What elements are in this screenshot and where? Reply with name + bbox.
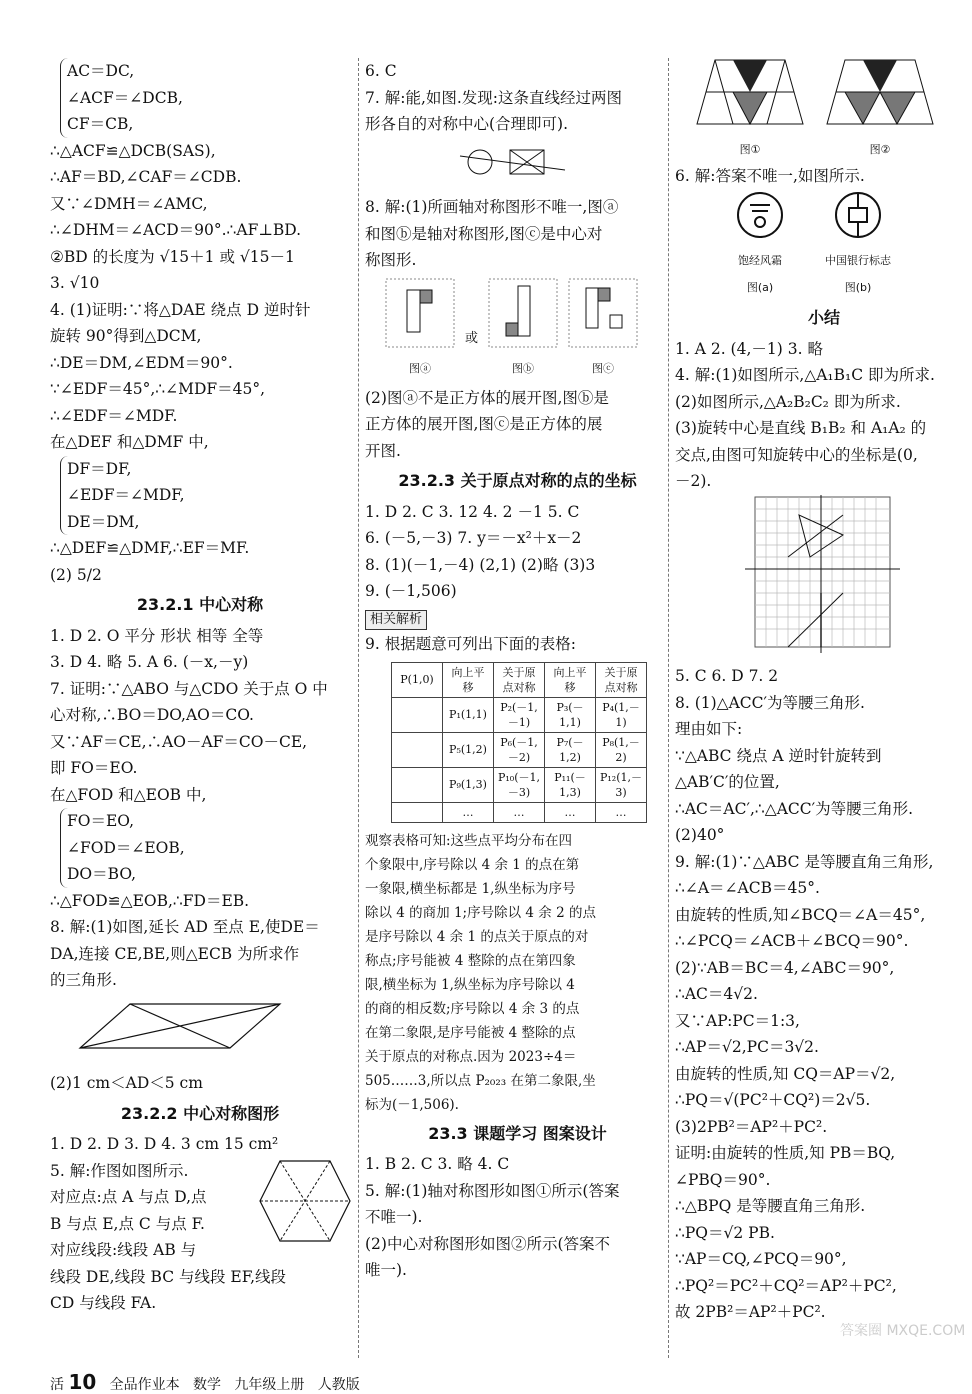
text-line: DF＝DF, — [67, 459, 132, 478]
section-heading: 23.2.3 关于原点对称的点的坐标 — [398, 471, 637, 490]
grid-figure-c — [568, 278, 638, 383]
text-line: (2) 5/2 — [50, 565, 102, 584]
table-cell: P₁₁(－1,3) — [545, 767, 596, 802]
column-left — [50, 58, 350, 1317]
brace-group-3 — [60, 808, 350, 888]
text-line: ∴∠DHM＝∠ACD＝90°.∴AF⊥BD. — [50, 221, 302, 239]
footer-prefix: 活 — [50, 1377, 64, 1393]
table-cell: 向上平移 — [545, 662, 596, 697]
text-line: ∠EDF＝∠MDF, — [67, 486, 185, 504]
text-line: 不唯一). — [365, 1208, 423, 1226]
text-line: (2)图ⓐ不是正方体的展开图,图ⓑ是 — [365, 388, 609, 407]
text-line: 9. 解:(1)∵△ABC 是等腰直角三角形, — [675, 852, 934, 871]
brace-group-1 — [60, 58, 350, 138]
text-line: (3)旋转中心是直线 B₁B₂ 和 A₁A₂ 的 — [675, 419, 927, 437]
text-line: ∴AC＝AC′,∴△ACC′为等腰三角形. — [675, 799, 914, 818]
text-line: 1. D 2. D 3. D 4. 3 cm 15 cm² — [50, 1135, 279, 1153]
table-cell: P₇(－1,2) — [545, 732, 596, 767]
table-cell: P₅(1,2) — [443, 732, 494, 767]
text-line: ∵AP＝CQ,∠PCQ＝90°, — [675, 1250, 847, 1268]
text-line: 和图ⓑ是轴对称图形,图ⓒ是中心对 — [365, 224, 603, 243]
table-cell: P₉(1,3) — [443, 767, 494, 802]
table-cell: P(1,0) — [392, 662, 443, 697]
coordinate-grid-figure — [675, 495, 965, 655]
logo-figures — [735, 190, 972, 302]
text-line: 8. (1)(－1,－4) (2,1) (2)略 (3)3 — [365, 555, 596, 574]
section-heading: 23.2.2 中心对称图形 — [120, 1103, 280, 1123]
table-row — [392, 697, 647, 732]
logo-caption: 饱经风霜 — [738, 254, 782, 267]
text-line: FO＝EO, — [67, 812, 135, 830]
text-line: 一象限,横坐标都是 1,纵坐标为序号 — [365, 880, 576, 897]
text-line: 由旋转的性质,知∠BCQ＝∠A＝45°, — [675, 905, 926, 924]
text-line: 称图形. — [365, 251, 417, 269]
text-line: 证明:由旋转的性质,知 PB＝BQ, — [675, 1144, 896, 1162]
text-line: 505……3,所以点 P₂₀₂₃ 在第二象限,坐 — [365, 1072, 596, 1089]
text-line: 观察表格可知:这些点平均分布在四 — [365, 832, 573, 849]
text-line: 由旋转的性质,知 CQ＝AP＝√2, — [675, 1064, 896, 1083]
text-line: (3)2PB²＝AP²＋PC². — [675, 1117, 828, 1136]
table-cell: P₃(－1,1) — [545, 697, 596, 732]
table-row — [392, 662, 647, 697]
text-line: 是序号除以 4 余 1 的点关于原点的对 — [365, 928, 589, 945]
text-line: 6. C — [365, 62, 397, 80]
logo-caption: 图(b) — [844, 280, 872, 294]
text-line: 在△FOD 和△EOB 中, — [50, 785, 207, 804]
pattern-figure-1 — [695, 58, 805, 163]
text-line: 4. 解:(1)如图所示,△A₁B₁C 即为所求. — [675, 366, 935, 384]
column-middle — [358, 58, 670, 1358]
figure-caption: 图② — [869, 142, 891, 156]
text-line: 故 2PB²＝AP²＋PC². — [675, 1303, 826, 1321]
logo-b — [825, 190, 891, 302]
text-line: 6. 解:答案不唯一,如图所示. — [675, 167, 865, 185]
text-line: △AB′C′的位置, — [675, 773, 780, 791]
text-line: (2)如图所示,△A₂B₂C₂ 即为所求. — [675, 392, 901, 411]
text-line: 个象限中,序号除以 4 余 1 的点在第 — [365, 856, 580, 873]
text-line: 线段 DE,线段 BC 与线段 EF,线段 — [50, 1267, 286, 1286]
watermark: 答案圈 MXQE.COM — [840, 1323, 966, 1339]
text-line: 1. A 2. (4,－1) 3. 略 — [675, 339, 823, 358]
text-line: ∴DE＝DM,∠EDM＝90°. — [50, 353, 233, 372]
text-line: 8. 解:(1)所画轴对称图形不唯一,图ⓐ — [365, 198, 619, 216]
text-line: 对应线段:线段 AB 与 — [50, 1241, 197, 1259]
text-line: 9. (－1,506) — [365, 582, 457, 600]
text-line: 唯一). — [365, 1261, 407, 1279]
table-cell: P₈(1,－2) — [596, 732, 647, 767]
table-cell: P₂(－1,－1) — [494, 697, 545, 732]
text-line: 旋转 90°得到△DCM, — [50, 327, 202, 345]
text-line: 又∵AP:PC＝1:3, — [675, 1011, 800, 1030]
brace-group-2 — [60, 456, 350, 536]
table-row — [392, 802, 647, 822]
text-line: ∴PQ＝√2 PB. — [675, 1223, 775, 1242]
text-line: ∴△DEF≌△DMF,∴EF＝MF. — [50, 539, 250, 557]
text-line: 在第二象限,是序号能被 4 整除的点 — [365, 1024, 576, 1041]
section-heading: 23.3 课题学习 图案设计 — [428, 1123, 607, 1143]
page-footer — [50, 1370, 360, 1394]
text-line: ∴∠EDF＝∠MDF. — [50, 406, 178, 425]
footer-subject: 数学 — [193, 1377, 222, 1393]
text-line: ∴PQ²＝PC²＋CQ²＝AP²＋PC², — [675, 1276, 897, 1295]
table-cell: 向上平移 — [443, 662, 494, 697]
text-line: DE＝DM, — [67, 512, 140, 531]
grid-figure-a — [385, 278, 455, 383]
text-line: 标为(－1,506). — [365, 1096, 459, 1113]
table-cell: 关于原点对称 — [596, 662, 647, 697]
figure-caption: 或 — [465, 331, 479, 346]
table-cell — [392, 802, 443, 822]
text-line: 正方体的展开图,图ⓒ是正方体的展 — [365, 415, 603, 433]
logo-caption: 中国银行标志 — [825, 254, 891, 267]
table-cell: … — [494, 802, 545, 822]
pattern-figure-2 — [825, 58, 935, 163]
text-line: 理由如下: — [675, 720, 743, 738]
text-line: 9. 根据题意可列出下面的表格: — [365, 635, 576, 653]
logo-caption: 图(a) — [746, 280, 774, 294]
text-line: (2)∵AB＝BC＝4,∠ABC＝90°, — [675, 958, 895, 977]
column-right — [668, 58, 972, 1358]
figure-caption: 图① — [739, 142, 761, 156]
text-line: (2)40° — [675, 826, 725, 844]
text-line: 4. (1)证明:∵将△DAE 绕点 D 逆时针 — [50, 300, 311, 319]
table-cell — [392, 767, 443, 802]
hexagon-figure — [255, 1156, 355, 1246]
text-line: DO＝BO, — [67, 865, 137, 883]
text-line: ∵∠EDF＝45°,∴∠MDF＝45°, — [50, 380, 266, 398]
table-cell: P₁₀(－1,－3) — [494, 767, 545, 802]
text-line: DA,连接 CE,BE,则△ECB 为所求作 — [50, 944, 300, 963]
text-line: 对应点:点 A 与点 D,点 — [50, 1188, 207, 1206]
text-line: 心对称,∴BO＝DO,AO＝CO. — [50, 706, 254, 724]
table-cell: P₁₂(1,－3) — [596, 767, 647, 802]
footer-book: 全品作业本 — [109, 1377, 180, 1393]
figure-caption: 图ⓑ — [512, 362, 535, 375]
figure-caption: 图ⓒ — [592, 362, 615, 375]
text-line: 1. D 2. C 3. 12 4. 2 －1 5. C — [365, 502, 580, 521]
text-line: 即 FO＝EO. — [50, 759, 138, 777]
grid-figures — [385, 278, 670, 383]
table-cell: … — [443, 802, 494, 822]
text-line: 限,横坐标为 1,纵坐标为序号除以 4 — [365, 976, 575, 993]
grid-figure-b — [488, 278, 558, 383]
table-row — [392, 767, 647, 802]
text-line: 开图. — [365, 441, 401, 460]
text-line: 5. 解:(1)轴对称图形如图①所示(答案 — [365, 1181, 620, 1200]
text-line: 8. 解:(1)如图,延长 AD 至点 E,使DE＝ — [50, 918, 320, 936]
text-line: 7. 证明:∵△ABO 与△CDO 关于点 O 中 — [50, 679, 328, 698]
table-cell — [392, 697, 443, 732]
text-line: 又∵AF＝CE,∴AO－AF＝CO－CE, — [50, 732, 308, 751]
text-line: B 与点 E,点 C 与点 F. — [50, 1214, 205, 1233]
text-line: 8. (1)△ACC′为等腰三角形. — [675, 693, 865, 712]
text-line: ∴AF＝BD,∠CAF＝∠CDB. — [50, 168, 242, 186]
text-line: 1. B 2. C 3. 略 4. C — [365, 1155, 510, 1173]
text-line: ∴PQ＝√(PC²＋CQ²)＝2√5. — [675, 1091, 871, 1109]
text-line: 的三角形. — [50, 971, 117, 989]
text-line: 的商的相反数;序号除以 4 余 3 的点 — [365, 1000, 580, 1017]
table-cell: … — [545, 802, 596, 822]
text-line: 形各自的对称中心(合理即可). — [365, 115, 569, 133]
text-line: ∴△ACF≌△DCB(SAS), — [50, 141, 216, 160]
text-line: －2). — [675, 472, 712, 490]
text-line: 交点,由图可知旋转中心的坐标是(0, — [675, 445, 918, 464]
text-line: ∠FOD＝∠EOB, — [67, 838, 185, 857]
text-line: 3. √10 — [50, 274, 100, 292]
figure-caption: 图ⓐ — [409, 362, 431, 375]
text-line: 除以 4 的商加 1;序号除以 4 余 2 的点 — [365, 904, 596, 921]
page-number: 10 — [68, 1370, 97, 1394]
text-line: CD 与线段 FA. — [50, 1294, 157, 1312]
footer-edition: 人教版 — [317, 1377, 360, 1393]
section-heading: 小结 — [807, 308, 840, 327]
table-row — [392, 732, 647, 767]
text-line: 称点;序号能被 4 整除的点在第四象 — [365, 952, 576, 969]
table-cell: … — [596, 802, 647, 822]
text-line: 3. D 4. 略 5. A 6. (－x,－y) — [50, 653, 249, 671]
coordinate-table — [391, 662, 647, 823]
table-cell: 关于原点对称 — [494, 662, 545, 697]
symmetry-line-figure — [365, 142, 665, 182]
footer-grade: 九年级上册 — [234, 1377, 305, 1393]
analysis-tag: 相关解析 — [365, 610, 427, 630]
table-cell: P₆(－1,－2) — [494, 732, 545, 767]
text-line: CF＝CB, — [67, 115, 134, 133]
logo-a — [735, 190, 785, 302]
text-line: 1. D 2. O 平分 形状 相等 全等 — [50, 626, 264, 645]
text-line: ②BD 的长度为 √15＋1 或 √15－1 — [50, 247, 295, 266]
text-line: ∴AP＝√2,PC＝3√2. — [675, 1038, 819, 1056]
text-line: (2)1 cm＜AD＜5 cm — [50, 1074, 203, 1092]
text-line: AC＝DC, — [67, 62, 135, 80]
text-line: 在△DEF 和△DMF 中, — [50, 433, 209, 451]
text-line: ∠ACF＝∠DCB, — [67, 88, 183, 107]
triangle-patterns — [695, 58, 972, 163]
text-line: 5. 解:作图如图所示. — [50, 1161, 189, 1180]
section-heading: 23.2.1 中心对称 — [136, 595, 264, 614]
table-cell: P₄(1,－1) — [596, 697, 647, 732]
text-line: 关于原点的对称点.因为 2023÷4＝ — [365, 1048, 577, 1065]
text-line: 5. C 6. D 7. 2 — [675, 667, 779, 685]
parallelogram-figure — [50, 998, 350, 1058]
text-line: ∴△FOD≌△EOB,∴FD＝EB. — [50, 891, 250, 910]
text-line: (2)中心对称图形如图②所示(答案不 — [365, 1234, 611, 1253]
text-line: ∴∠A＝∠ACB＝45°. — [675, 879, 820, 897]
table-cell — [392, 732, 443, 767]
text-line: ∴AC＝4√2. — [675, 985, 758, 1003]
table-cell: P₁(1,1) — [443, 697, 494, 732]
text-line: ∵△ABC 绕点 A 逆时针旋转到 — [675, 746, 882, 765]
text-line: ∴∠PCQ＝∠ACB＋∠BCQ＝90°. — [675, 932, 909, 950]
text-line: 又∵∠DMH＝∠AMC, — [50, 194, 208, 213]
text-line: 7. 解:能,如图.发现:这条直线经过两图 — [365, 88, 623, 107]
text-line: ∠PBQ＝90°. — [675, 1170, 771, 1189]
text-line: 6. (－5,－3) 7. y＝－x²＋x－2 — [365, 529, 582, 547]
text-line: ∴△BPQ 是等腰直角三角形. — [675, 1197, 866, 1215]
